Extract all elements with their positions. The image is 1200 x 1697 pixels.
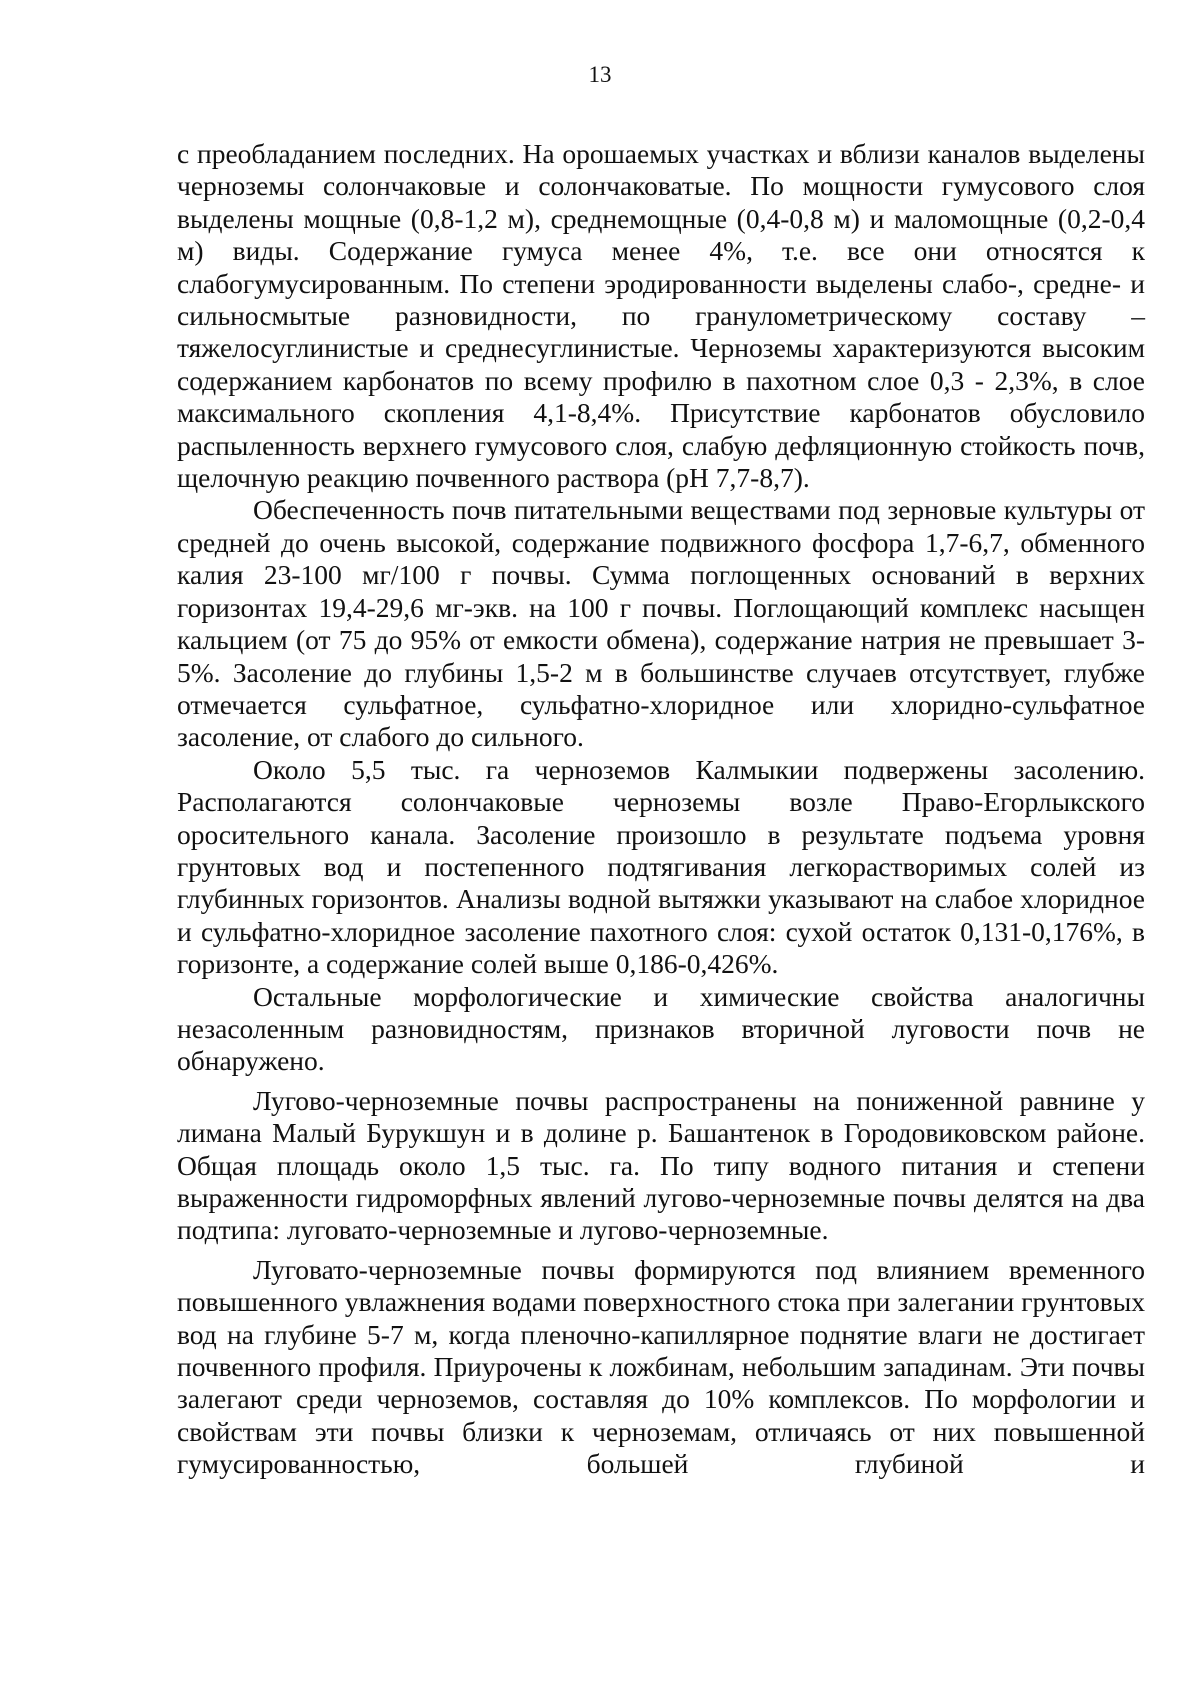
paragraph-6: Луговато-черноземные почвы формируются под влиянием временного повышенного увлажнения водами поверхностного стока при залегании грунтовых вод на глубине 5-7 м, когда пленочно-капиллярное поднятие влаги не достигает почвенного профиля. Приурочены к ложбинам, небольшим западинам. Эти почвы залегают среди черноземов, составляя до 10% комплексов. По морфологии и свойствам эти почвы близки к черноземам, отличаясь от них повышенной гумусированностью, большей глубиной и [177,1253,1145,1480]
paragraph-1: с преобладанием последних. На орошаемых участках и вблизи каналов выделены черноземы солончаковые и солончаковатые. По мощности гумусового слоя выделены мощные (0,8-1,2 м), среднемощные (0,4-0,8 м) и маломощные (0,2-0,4 м) виды. Содержание гумуса менее 4%, т.е. все они относятся к слабогумусированным. По степени эродированности выделены слабо-, средне- и сильносмытые разновидности, по гранулометрическому составу – тяжелосуглинистые и среднесуглинистые. Черноземы характеризуются высоким содержанием карбонатов по всему профилю в пахотном слое 0,3 - 2,3%, в слое максимального скопления 4,1-8,4%. Присутствие карбонатов обусловило распыленность верхнего гумусового слоя, слабую дефляционную стойкость почв, щелочную реакцию почвенного раствора (рН 7,7-8,7). [177,138,1145,494]
page-number: 13 [588,62,612,87]
paragraph-5: Лугово-черноземные почвы распространены на пониженной равнине у лимана Малый Бурукшун и в долине р. Башантенок в Городовиковском районе. Общая площадь около 1,5 тыс. га. По типу водного питания и степени выраженности гидроморфных явлений лугово-черноземные почвы делятся на два подтипа: луговато-черноземные и лугово-черноземные. [177,1084,1145,1246]
document-body [177,138,1145,1481]
paragraph-2: Обеспеченность почв питательными веществами под зерновые культуры от средней до очень высокой, содержание подвижного фосфора 1,7-6,7, обменного калия 23-100 мг/100 г почвы. Сумма поглощенных оснований в верхних горизонтах 19,4-29,6 мг-экв. на 100 г почвы. Поглощающий комплекс насыщен кальцием (от 75 до 95% от емкости обмена), содержание натрия не превышает 3-5%. Засоление до глубины 1,5-2 м в большинстве случаев отсутствует, глубже отмечается сульфатное, сульфатно-хлоридное или хлоридно-сульфатное засоление, от слабого до сильного. [177,494,1145,753]
paragraph-4: Остальные морфологические и химические свойства аналогичны незасоленным разновидностям, признаков вторичной луговости почв не обнаружено. [177,980,1145,1077]
paragraph-3: Около 5,5 тыс. га черноземов Калмыкии подвержены засолению. Располагаются солончаковые черноземы возле Право-Егорлыкского оросительного канала. Засоление произошло в результате подъема уровня грунтовых вод и постепенного подтягивания легкорастворимых солей из глубинных горизонтов. Анализы водной вытяжки указывают на слабое хлоридное и сульфатно-хлоридное засоление пахотного слоя: сухой остаток 0,131-0,176%, в горизонте, а содержание солей выше 0,186-0,426%. [177,753,1145,980]
